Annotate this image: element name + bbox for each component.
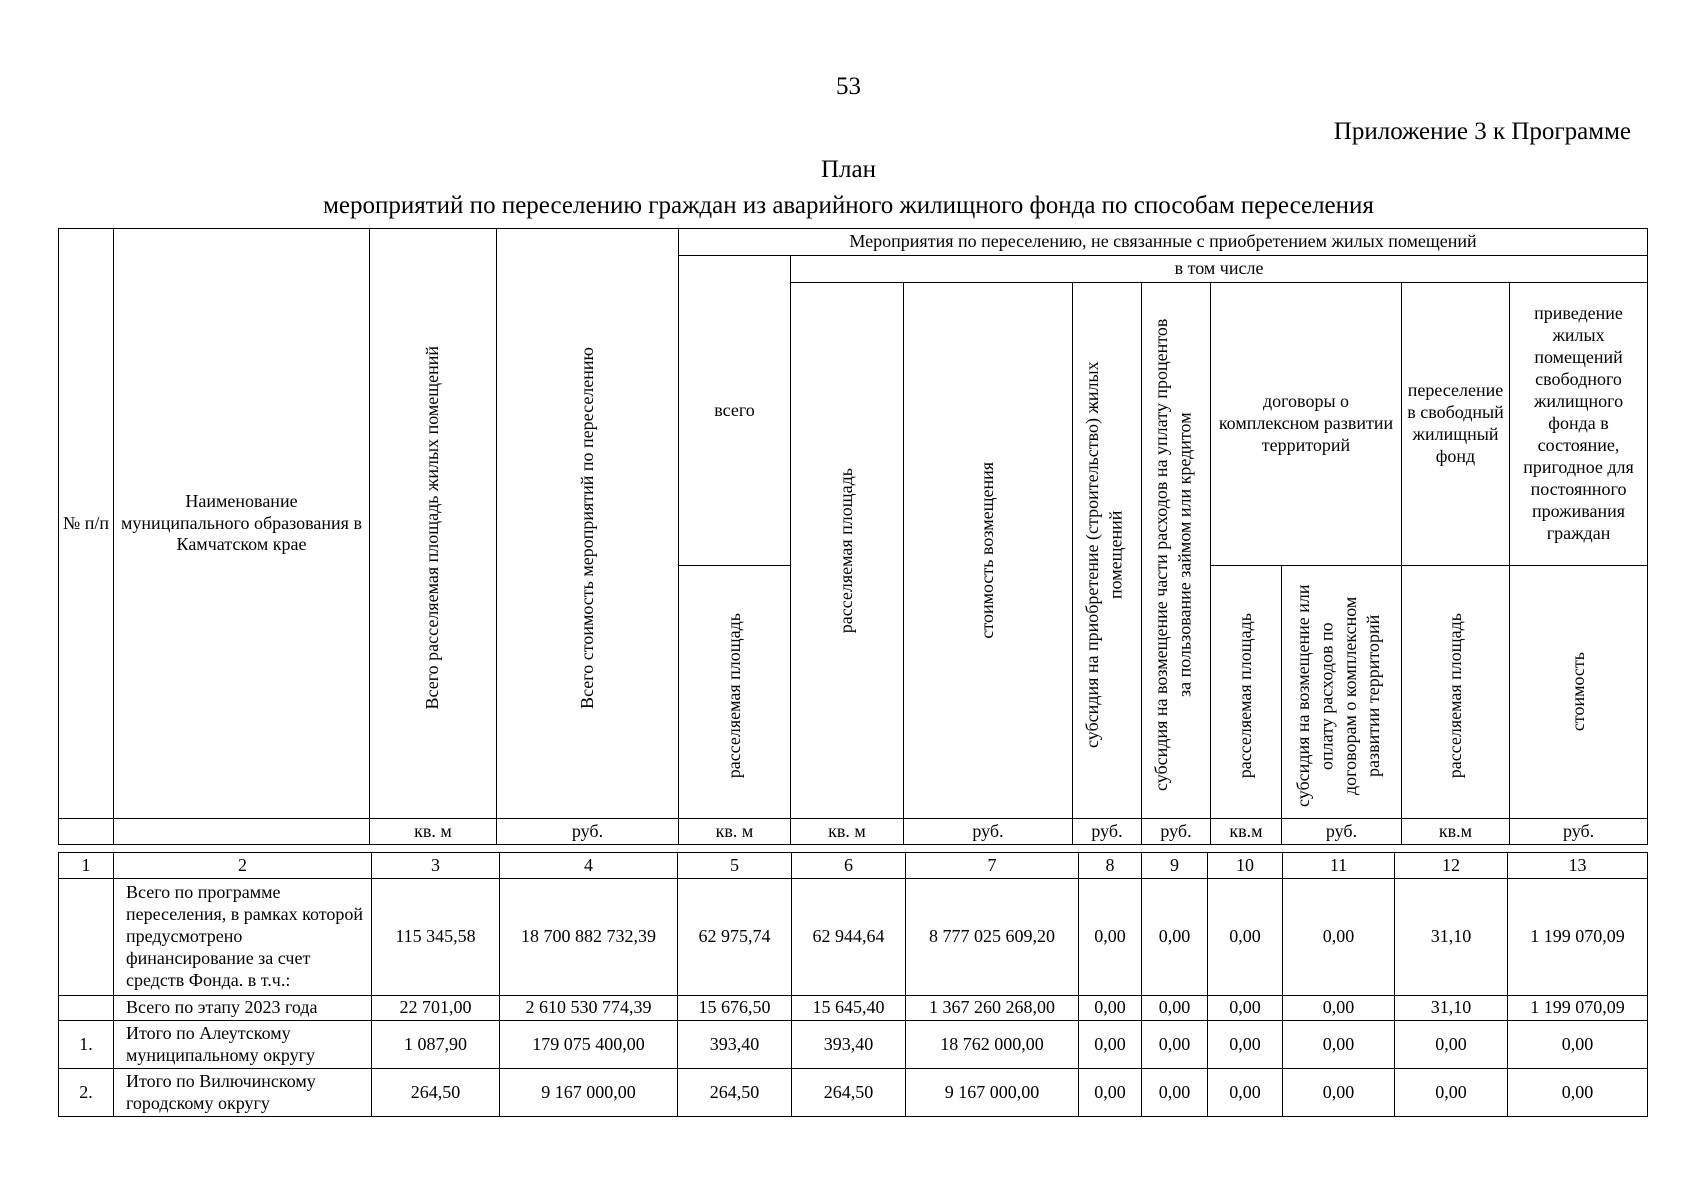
document-title: План (820, 156, 876, 183)
row-value: 0,00 (1395, 1069, 1508, 1117)
header-subsidy-9-text: субсидия на возмещение части расходов на уплату процентов за пользование займом или кредитом (1151, 318, 1195, 791)
header-subsidy-8 (1073, 283, 1142, 819)
unit-cell: кв.м (1211, 819, 1282, 845)
column-number: 11 (1283, 853, 1395, 879)
header-total-area (370, 229, 497, 819)
unit-cell-empty (114, 819, 370, 845)
row-num (59, 996, 114, 1021)
row-value: 15 676,50 (678, 996, 792, 1021)
header-privedenie: приведение жилых помещений свободного жилищного фонда в состояние, пригодное для постоянного проживания граждан (1510, 283, 1648, 566)
unit-cell: кв.м (1402, 819, 1510, 845)
row-num: 2. (59, 1069, 114, 1117)
column-number: 12 (1395, 853, 1508, 879)
header-vsego: всего (679, 256, 791, 566)
row-value: 0,00 (1208, 879, 1283, 996)
column-numbers-row (59, 853, 1648, 879)
row-value: 62 944,64 (792, 879, 906, 996)
row-value: 115 345,58 (372, 879, 500, 996)
header-table (58, 228, 1648, 845)
header-area-vsego-text: расселяемая площадь (723, 613, 744, 779)
row-name: Итого по Вилючинскому городскому округу (114, 1069, 372, 1117)
unit-cell: руб. (1142, 819, 1211, 845)
header-dogovory: договоры о комплексном развитии территорий (1211, 283, 1402, 566)
unit-cell: руб. (904, 819, 1073, 845)
header-area-12-text: расселяемая площадь (1444, 613, 1465, 779)
row-value: 264,50 (372, 1069, 500, 1117)
table-row (59, 879, 1648, 996)
table-row (59, 996, 1648, 1021)
row-value: 0,00 (1079, 1021, 1142, 1069)
unit-cell: кв. м (370, 819, 497, 845)
row-value: 0,00 (1508, 1021, 1648, 1069)
column-number: 3 (372, 853, 500, 879)
row-value: 2 610 530 774,39 (500, 996, 678, 1021)
row-value: 18 762 000,00 (906, 1021, 1079, 1069)
row-value: 0,00 (1142, 1021, 1208, 1069)
table-row (59, 1021, 1648, 1069)
row-value: 9 167 000,00 (906, 1069, 1079, 1117)
row-value: 0,00 (1208, 1069, 1283, 1117)
column-number: 1 (59, 853, 114, 879)
column-number: 6 (792, 853, 906, 879)
column-number: 7 (906, 853, 1079, 879)
row-value: 62 975,74 (678, 879, 792, 996)
row-value: 0,00 (1283, 879, 1395, 996)
header-subsidy-11 (1282, 566, 1402, 819)
row-value: 0,00 (1079, 996, 1142, 1021)
unit-cell: кв. м (791, 819, 904, 845)
column-number: 10 (1208, 853, 1283, 879)
column-number: 4 (500, 853, 678, 879)
header-total-cost (497, 229, 679, 819)
unit-cell: руб. (1073, 819, 1142, 845)
table-row (59, 1069, 1648, 1117)
header-in-that: в том числе (791, 256, 1648, 283)
data-table (58, 852, 1648, 1117)
column-number: 8 (1079, 853, 1142, 879)
column-number: 2 (114, 853, 372, 879)
row-value: 0,00 (1142, 879, 1208, 996)
unit-cell: руб. (497, 819, 679, 845)
header-area-vsego (679, 566, 791, 819)
row-num (59, 879, 114, 996)
unit-cell: кв. м (679, 819, 791, 845)
row-value: 0,00 (1395, 1021, 1508, 1069)
row-value: 0,00 (1208, 1021, 1283, 1069)
page-number: 53 (836, 73, 861, 100)
header-area-6 (791, 283, 904, 819)
header-num: № п/п (59, 229, 114, 819)
row-num: 1. (59, 1021, 114, 1069)
row-value: 0,00 (1079, 1069, 1142, 1117)
header-total-area-text: Всего расселяемая площадь жилых помещений (422, 345, 443, 710)
header-subsidy-8-text: субсидия на приобретение (строительство) жилых помещений (1082, 361, 1126, 748)
appendix-label: Приложение 3 к Программе (1333, 118, 1631, 145)
row-value: 0,00 (1283, 1021, 1395, 1069)
header-pereselenie: переселение в свободный жилищный фонд (1402, 283, 1510, 566)
header-group: Мероприятия по переселению, не связанные с приобретением жилых помещений (679, 229, 1648, 256)
row-value: 179 075 400,00 (500, 1021, 678, 1069)
row-value: 1 199 070,09 (1508, 996, 1648, 1021)
header-name: Наименование муниципального образования в Камчатском крае (114, 229, 370, 819)
row-value: 8 777 025 609,20 (906, 879, 1079, 996)
header-total-cost-text: Всего стоимость мероприятий по переселению (576, 346, 597, 709)
unit-cell-empty (59, 819, 114, 845)
header-subsidy-11-text: субсидия на возмещение или оплату расходов по договорам о комплексном развитии территорий (1292, 584, 1383, 808)
row-value: 0,00 (1508, 1069, 1648, 1117)
row-value: 1 199 070,09 (1508, 879, 1648, 996)
row-value: 1 087,90 (372, 1021, 500, 1069)
row-name: Всего по этапу 2023 года (114, 996, 372, 1021)
header-area-10-text: расселяемая площадь (1235, 613, 1256, 779)
row-value: 0,00 (1208, 996, 1283, 1021)
row-name: Итого по Алеутскому муниципальному округу (114, 1021, 372, 1069)
row-value: 0,00 (1283, 1069, 1395, 1117)
unit-cell: руб. (1510, 819, 1648, 845)
header-area-6-text: расселяемая площадь (836, 467, 857, 634)
header-area-10 (1211, 566, 1282, 819)
row-value: 9 167 000,00 (500, 1069, 678, 1117)
row-value: 393,40 (678, 1021, 792, 1069)
row-value: 0,00 (1079, 879, 1142, 996)
header-cost-13-text: стоимость (1567, 652, 1588, 732)
row-value: 1 367 260 268,00 (906, 996, 1079, 1021)
row-value: 18 700 882 732,39 (500, 879, 678, 996)
header-cost-7 (904, 283, 1073, 819)
row-value: 15 645,40 (792, 996, 906, 1021)
header-cost-13 (1510, 566, 1648, 819)
document-subtitle: мероприятий по переселению граждан из аварийного жилищного фонда по способам переселения (323, 192, 1374, 219)
column-number: 5 (678, 853, 792, 879)
header-cost-7-text: стоимость возмещения (977, 462, 998, 639)
row-value: 0,00 (1142, 996, 1208, 1021)
row-value: 31,10 (1395, 879, 1508, 996)
column-number: 9 (1142, 853, 1208, 879)
header-subsidy-9 (1142, 283, 1211, 819)
row-value: 264,50 (792, 1069, 906, 1117)
row-value: 264,50 (678, 1069, 792, 1117)
row-value: 0,00 (1142, 1069, 1208, 1117)
row-name: Всего по программе переселения, в рамках которой предусмотрено финансирование за счет средств Фонда. в т.ч.: (114, 879, 372, 996)
row-value: 0,00 (1283, 996, 1395, 1021)
row-value: 22 701,00 (372, 996, 500, 1021)
units-row (59, 819, 1648, 845)
row-value: 393,40 (792, 1021, 906, 1069)
row-value: 31,10 (1395, 996, 1508, 1021)
column-number: 13 (1508, 853, 1648, 879)
header-area-12 (1402, 566, 1510, 819)
unit-cell: руб. (1282, 819, 1402, 845)
